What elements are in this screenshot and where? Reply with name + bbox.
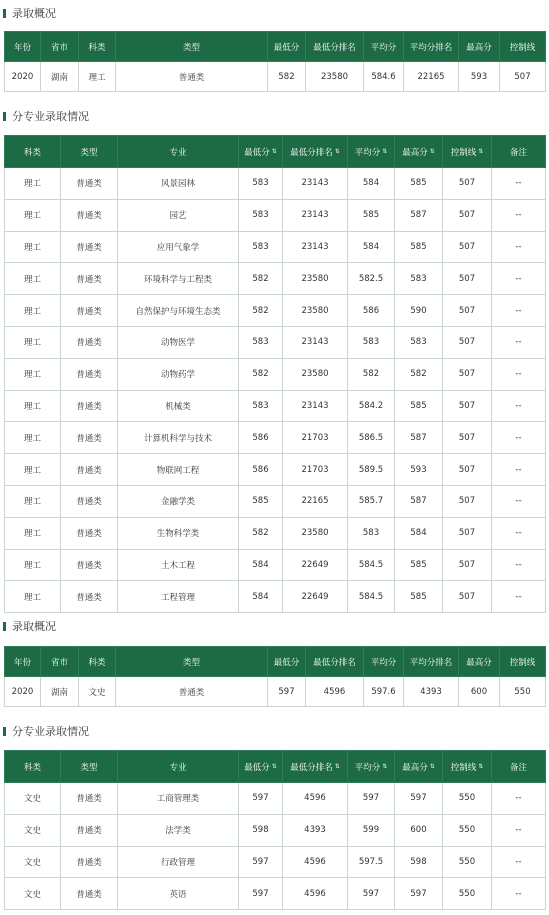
table-cell: 586 — [348, 295, 395, 327]
sort-icon[interactable]: ⇅ — [429, 148, 435, 155]
table-row — [5, 199, 546, 231]
major-header-label: 类型 — [80, 762, 98, 773]
table-cell: 普通类 — [61, 549, 118, 581]
sort-icon[interactable]: ⇅ — [382, 763, 388, 770]
summary-header-cell: 最低分排名 — [306, 647, 364, 677]
table-cell: 589.5 — [348, 454, 395, 486]
table-cell: 585 — [395, 390, 443, 422]
summary-header-cell: 类型 — [116, 647, 268, 677]
table-cell: 550 — [443, 878, 492, 910]
section-marker — [3, 9, 6, 18]
summary-table-1 — [4, 31, 546, 92]
major-header-row — [5, 751, 546, 783]
table-cell: 土木工程 — [118, 549, 239, 581]
summary-header-cell: 省市 — [41, 647, 79, 677]
summary-header-cell: 最低分 — [268, 647, 306, 677]
table-cell: 园艺 — [118, 199, 239, 231]
major-header-label: 控制线 — [450, 762, 477, 773]
table-cell: 普通类 — [61, 422, 118, 454]
table-cell: 583 — [395, 326, 443, 358]
section-title-summary-1: 录取概况 — [0, 4, 56, 22]
major-header-cell[interactable] — [348, 136, 395, 168]
summary-cell: 4393 — [404, 677, 459, 707]
table-row — [5, 878, 546, 910]
summary-header-cell: 科类 — [79, 647, 116, 677]
table-cell: 普通类 — [61, 454, 118, 486]
table-cell: 理工 — [5, 326, 61, 358]
table-cell: -- — [492, 581, 546, 613]
table-cell: 23143 — [283, 199, 348, 231]
table-cell: 507 — [443, 231, 492, 263]
table-cell: 理工 — [5, 231, 61, 263]
table-cell: 22165 — [283, 485, 348, 517]
major-header-label: 控制线 — [450, 147, 477, 158]
major-header-label: 科类 — [23, 147, 41, 158]
table-cell: 507 — [443, 390, 492, 422]
major-header-label: 平均分 — [354, 762, 381, 773]
table-cell: 583 — [395, 263, 443, 295]
major-header-label: 最低分排名 — [290, 147, 333, 158]
table-cell: -- — [492, 814, 546, 846]
table-cell: 550 — [443, 814, 492, 846]
table-cell: 582 — [239, 517, 283, 549]
major-header-cell[interactable] — [395, 136, 443, 168]
table-cell: 550 — [443, 846, 492, 878]
table-cell: -- — [492, 846, 546, 878]
table-cell: 587 — [395, 485, 443, 517]
table-cell: 23143 — [283, 168, 348, 200]
table-cell: 自然保护与环境生态类 — [118, 295, 239, 327]
table-cell: 507 — [443, 295, 492, 327]
table-cell: 理工 — [5, 422, 61, 454]
major-header-row — [5, 136, 546, 168]
table-cell: 工商管理类 — [118, 783, 239, 815]
table-cell: 英语 — [118, 878, 239, 910]
table-cell: 582 — [395, 358, 443, 390]
table-cell: 585 — [395, 581, 443, 613]
summary-cell: 593 — [459, 62, 500, 92]
section-title-summary-2: 录取概况 — [0, 617, 56, 635]
table-cell: 理工 — [5, 549, 61, 581]
table-cell: 23580 — [283, 295, 348, 327]
sort-icon[interactable]: ⇅ — [382, 148, 388, 155]
table-cell: 工程管理 — [118, 581, 239, 613]
summary-cell: 4596 — [306, 677, 364, 707]
table-cell: 普通类 — [61, 199, 118, 231]
major-table-1 — [4, 135, 546, 613]
table-cell: 21703 — [283, 422, 348, 454]
table-cell: 597 — [348, 878, 395, 910]
table-row — [5, 783, 546, 815]
summary-cell: 2020 — [5, 62, 41, 92]
table-cell: 582 — [239, 358, 283, 390]
summary-cell: 584.6 — [364, 62, 404, 92]
summary-header-cell: 平均分排名 — [404, 647, 459, 677]
table-row — [5, 549, 546, 581]
table-cell: 23580 — [283, 358, 348, 390]
table-cell: 普通类 — [61, 358, 118, 390]
table-cell: 584 — [239, 549, 283, 581]
table-cell: 4393 — [283, 814, 348, 846]
summary-header-cell: 平均分 — [364, 647, 404, 677]
table-cell: -- — [492, 326, 546, 358]
summary-header-cell: 年份 — [5, 32, 41, 62]
major-header-label: 最低分 — [244, 147, 270, 158]
table-cell: 计算机科学与技术 — [118, 422, 239, 454]
table-cell: 599 — [348, 814, 395, 846]
table-cell: 507 — [443, 199, 492, 231]
summary-cell: 600 — [459, 677, 500, 707]
major-header-cell[interactable] — [283, 751, 348, 783]
table-cell: 文史 — [5, 783, 61, 815]
table-cell: 507 — [443, 485, 492, 517]
table-cell: 507 — [443, 422, 492, 454]
table-cell: 普通类 — [61, 263, 118, 295]
table-cell: 4596 — [283, 878, 348, 910]
table-cell: 风景园林 — [118, 168, 239, 200]
table-cell: 普通类 — [61, 231, 118, 263]
table-cell: 文史 — [5, 846, 61, 878]
table-cell: 590 — [395, 295, 443, 327]
table-cell: 理工 — [5, 295, 61, 327]
table-cell: 动物医学 — [118, 326, 239, 358]
table-cell: 507 — [443, 549, 492, 581]
table-cell: 机械类 — [118, 390, 239, 422]
table-cell: 584.5 — [348, 549, 395, 581]
major-header-label: 最低分排名 — [290, 762, 333, 773]
summary-table-2 — [4, 646, 546, 707]
table-cell: 584 — [348, 231, 395, 263]
table-cell: 507 — [443, 454, 492, 486]
table-cell: 586 — [239, 454, 283, 486]
summary-header-row — [5, 32, 546, 62]
table-row — [5, 846, 546, 878]
table-cell: 583 — [239, 326, 283, 358]
table-cell: -- — [492, 549, 546, 581]
major-header-cell[interactable] — [283, 136, 348, 168]
major-header-label: 科类 — [23, 762, 41, 773]
table-cell: 理工 — [5, 581, 61, 613]
table-cell: 583 — [348, 326, 395, 358]
table-cell: 597 — [239, 878, 283, 910]
table-cell: -- — [492, 485, 546, 517]
table-cell: 585 — [395, 231, 443, 263]
table-cell: 584 — [395, 517, 443, 549]
table-cell: -- — [492, 358, 546, 390]
table-cell: -- — [492, 263, 546, 295]
summary-cell: 理工 — [79, 62, 116, 92]
table-cell: 585 — [395, 549, 443, 581]
table-cell: 理工 — [5, 168, 61, 200]
table-cell: 598 — [395, 846, 443, 878]
table-row — [5, 454, 546, 486]
table-cell: 597 — [395, 783, 443, 815]
table-cell: 584.2 — [348, 390, 395, 422]
major-header-cell — [5, 136, 61, 168]
summary-cell: 22165 — [404, 62, 459, 92]
table-row — [5, 326, 546, 358]
table-cell: 文史 — [5, 814, 61, 846]
summary-header-cell: 科类 — [79, 32, 116, 62]
major-header-cell — [118, 136, 239, 168]
table-cell: 587 — [395, 199, 443, 231]
table-cell: 法学类 — [118, 814, 239, 846]
table-cell: 582 — [239, 295, 283, 327]
table-cell: 586 — [239, 422, 283, 454]
table-row — [5, 168, 546, 200]
table-cell: 597 — [348, 783, 395, 815]
sort-icon[interactable]: ⇅ — [334, 763, 340, 770]
summary-header-cell: 最低分排名 — [306, 32, 364, 62]
table-cell: 583 — [239, 168, 283, 200]
table-cell: 23580 — [283, 263, 348, 295]
table-cell: 23143 — [283, 231, 348, 263]
table-cell: 4596 — [283, 783, 348, 815]
table-cell: -- — [492, 390, 546, 422]
table-cell: 22649 — [283, 549, 348, 581]
table-cell: 507 — [443, 517, 492, 549]
table-cell: -- — [492, 517, 546, 549]
table-cell: 23143 — [283, 326, 348, 358]
summary-cell: 湖南 — [41, 62, 79, 92]
table-cell: 普通类 — [61, 390, 118, 422]
summary-header-cell: 最高分 — [459, 647, 500, 677]
table-cell: 507 — [443, 358, 492, 390]
table-cell: 584 — [239, 581, 283, 613]
table-cell: 理工 — [5, 517, 61, 549]
summary-cell: 550 — [500, 677, 546, 707]
table-cell: 普通类 — [61, 581, 118, 613]
table-cell: 550 — [443, 783, 492, 815]
section-title-major-1: 分专业录取情况 — [0, 107, 89, 125]
major-header-label: 专业 — [169, 147, 187, 158]
table-cell: 普通类 — [61, 878, 118, 910]
major-header-cell[interactable] — [443, 751, 492, 783]
major-header-cell — [61, 751, 118, 783]
table-cell: 物联网工程 — [118, 454, 239, 486]
table-cell: 理工 — [5, 454, 61, 486]
table-cell: 应用气象学 — [118, 231, 239, 263]
major-header-label: 最高分 — [402, 147, 428, 158]
table-cell: 597.5 — [348, 846, 395, 878]
summary-cell: 文史 — [79, 677, 116, 707]
table-cell: 23580 — [283, 517, 348, 549]
table-row — [5, 231, 546, 263]
table-cell: 金融学类 — [118, 485, 239, 517]
table-row — [5, 422, 546, 454]
table-cell: 行政管理 — [118, 846, 239, 878]
table-cell: -- — [492, 295, 546, 327]
table-cell: 文史 — [5, 878, 61, 910]
table-cell: -- — [492, 199, 546, 231]
table-cell: -- — [492, 231, 546, 263]
table-row — [5, 814, 546, 846]
sort-icon[interactable]: ⇅ — [478, 148, 484, 155]
summary-cell: 23580 — [306, 62, 364, 92]
major-header-cell[interactable] — [348, 751, 395, 783]
major-header-cell[interactable] — [443, 136, 492, 168]
table-cell: 普通类 — [61, 326, 118, 358]
section-marker — [3, 622, 6, 631]
table-cell: 理工 — [5, 390, 61, 422]
table-cell: 583 — [239, 199, 283, 231]
summary-cell: 597 — [268, 677, 306, 707]
summary-row — [5, 62, 546, 92]
summary-cell: 597.6 — [364, 677, 404, 707]
table-cell: 环境科学与工程类 — [118, 263, 239, 295]
table-cell: -- — [492, 783, 546, 815]
table-cell: 593 — [395, 454, 443, 486]
table-cell: 583 — [239, 231, 283, 263]
table-cell: 582 — [239, 263, 283, 295]
summary-cell: 507 — [500, 62, 546, 92]
table-cell: 597 — [239, 783, 283, 815]
summary-header-cell: 省市 — [41, 32, 79, 62]
table-cell: 动物药学 — [118, 358, 239, 390]
table-cell: -- — [492, 168, 546, 200]
summary-header-cell: 年份 — [5, 647, 41, 677]
table-cell: -- — [492, 878, 546, 910]
table-cell: 理工 — [5, 358, 61, 390]
table-cell: 584.5 — [348, 581, 395, 613]
table-cell: 507 — [443, 168, 492, 200]
table-cell: 理工 — [5, 263, 61, 295]
table-cell: 582 — [348, 358, 395, 390]
table-cell: 普通类 — [61, 485, 118, 517]
major-header-label: 备注 — [509, 147, 527, 158]
table-cell: 理工 — [5, 199, 61, 231]
table-cell: 597 — [239, 846, 283, 878]
summary-header-cell: 最低分 — [268, 32, 306, 62]
major-header-label: 备注 — [509, 762, 527, 773]
table-cell: -- — [492, 454, 546, 486]
major-header-label: 专业 — [169, 762, 187, 773]
major-header-cell[interactable] — [239, 136, 283, 168]
summary-cell: 582 — [268, 62, 306, 92]
section-marker — [3, 112, 6, 121]
table-cell: 理工 — [5, 485, 61, 517]
table-cell: 507 — [443, 263, 492, 295]
table-row — [5, 581, 546, 613]
table-cell: 584 — [348, 168, 395, 200]
table-cell: 普通类 — [61, 814, 118, 846]
table-cell: 4596 — [283, 846, 348, 878]
table-row — [5, 295, 546, 327]
major-table-2 — [4, 750, 546, 910]
table-cell: 600 — [395, 814, 443, 846]
table-cell: 普通类 — [61, 783, 118, 815]
major-header-cell — [118, 751, 239, 783]
table-cell: 583 — [239, 390, 283, 422]
table-row — [5, 485, 546, 517]
major-header-cell[interactable] — [239, 751, 283, 783]
table-cell: 22649 — [283, 581, 348, 613]
summary-cell: 普通类 — [116, 677, 268, 707]
summary-header-cell: 类型 — [116, 32, 268, 62]
table-cell: -- — [492, 422, 546, 454]
summary-cell: 普通类 — [116, 62, 268, 92]
summary-header-cell: 平均分排名 — [404, 32, 459, 62]
sort-icon[interactable]: ⇅ — [271, 148, 277, 155]
table-cell: 普通类 — [61, 846, 118, 878]
table-row — [5, 390, 546, 422]
table-cell: 普通类 — [61, 168, 118, 200]
table-row — [5, 263, 546, 295]
table-cell: 598 — [239, 814, 283, 846]
major-header-label: 最高分 — [402, 762, 428, 773]
table-cell: 585 — [348, 199, 395, 231]
summary-cell: 2020 — [5, 677, 41, 707]
major-header-label: 平均分 — [354, 147, 381, 158]
major-header-cell — [492, 136, 546, 168]
table-cell: 507 — [443, 326, 492, 358]
table-cell: 507 — [443, 581, 492, 613]
sort-icon[interactable]: ⇅ — [271, 763, 277, 770]
major-header-cell[interactable] — [395, 751, 443, 783]
summary-header-cell: 最高分 — [459, 32, 500, 62]
table-cell: 587 — [395, 422, 443, 454]
table-cell: 普通类 — [61, 295, 118, 327]
major-header-label: 类型 — [80, 147, 98, 158]
table-cell: 583 — [348, 517, 395, 549]
summary-cell: 湖南 — [41, 677, 79, 707]
sort-icon[interactable]: ⇅ — [478, 763, 484, 770]
table-row — [5, 358, 546, 390]
table-cell: 585.7 — [348, 485, 395, 517]
section-title-major-2: 分专业录取情况 — [0, 722, 89, 740]
sort-icon[interactable]: ⇅ — [334, 148, 340, 155]
table-cell: 582.5 — [348, 263, 395, 295]
table-cell: 21703 — [283, 454, 348, 486]
section-marker — [3, 727, 6, 736]
table-cell: 23143 — [283, 390, 348, 422]
table-cell: 586.5 — [348, 422, 395, 454]
major-header-cell — [5, 751, 61, 783]
major-header-cell — [492, 751, 546, 783]
summary-header-cell: 控制线 — [500, 32, 546, 62]
summary-row — [5, 677, 546, 707]
table-cell: 普通类 — [61, 517, 118, 549]
table-cell: 585 — [395, 168, 443, 200]
major-header-cell — [61, 136, 118, 168]
major-header-label: 最低分 — [244, 762, 270, 773]
sort-icon[interactable]: ⇅ — [429, 763, 435, 770]
table-row — [5, 517, 546, 549]
table-cell: 585 — [239, 485, 283, 517]
table-cell: 生物科学类 — [118, 517, 239, 549]
summary-header-row — [5, 647, 546, 677]
summary-header-cell: 控制线 — [500, 647, 546, 677]
summary-header-cell: 平均分 — [364, 32, 404, 62]
table-cell: 597 — [395, 878, 443, 910]
